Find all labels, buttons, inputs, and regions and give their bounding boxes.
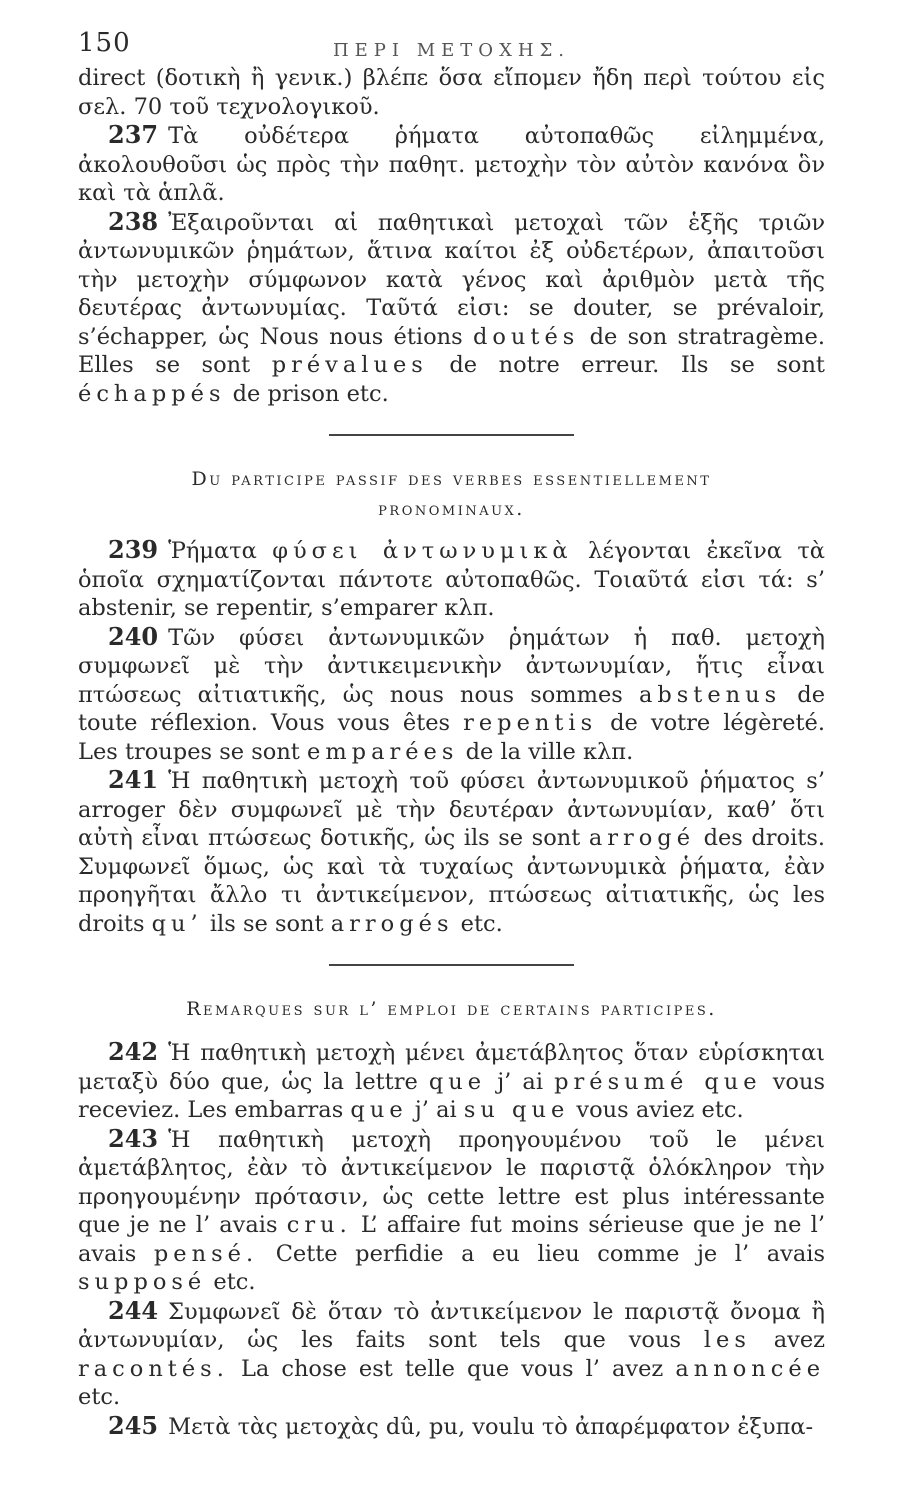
paragraph-242 [78, 1038, 825, 1125]
spaced-example: présumé que [554, 1068, 762, 1095]
paragraph-text: L’ affaire fut moins sérieuse que je ne l’ avais [78, 1212, 825, 1267]
page-header [78, 22, 825, 64]
paragraph-text: j’ ai [497, 1068, 544, 1095]
paragraph-239 [78, 536, 825, 623]
paragraph-number: 237 [108, 120, 159, 149]
paragraph-text: Ἡ παθητικὴ μετοχὴ προηγουμένου τοῦ le μένει ἀμετάβλητος, ἐὰν τὸ ἀντικείμενον le παριστᾷ ὁλόκληρον τὴν προηγουμένην πρότασιν, ὡς cette lettre est plus intéressante que je ne l’ avais [78, 1126, 825, 1238]
paragraph-text: de notre erreur. Ils se sont [449, 352, 825, 378]
paragraph-text: Ῥήματα [168, 538, 257, 564]
paragraph-text: de prison etc. [232, 380, 389, 407]
spaced-example: doutés [472, 323, 580, 350]
paragraph-text: Ἡ παθητικὴ μετοχὴ τοῦ φύσει ἀντωνυμικοῦ ῥήματος s’ arroger δὲν συμφωνεῖ μὲ τὴν δευτέραν ἀντωνυμίαν, καθ’ ὅτι αὐτὴ εἶναι πτώσεως δοτικῆς, ὡς ils se sont [78, 768, 825, 851]
paragraph-238 [78, 208, 825, 409]
spaced-example: su que [463, 1097, 570, 1123]
paragraph-text: Τῶν φύσει ἀντωνυμικῶν ῥημάτων ἡ παθ. μετοχὴ συμφωνεῖ μὲ τὴν ἀντικειμενικὴν ἀντωνυμίαν, ἥτις εἶναι πτώσεως αἰτιατικῆς, ὡς nous nous sommes [78, 624, 825, 708]
spaced-example: arrogés [330, 910, 454, 937]
paragraph-text: vous aviez etc. [576, 1097, 744, 1123]
spaced-example: que [428, 1068, 487, 1095]
spaced-example: échappés [78, 380, 226, 407]
intro-line-1: direct (δοτικὴ ἢ γενικ.) βλέπε ὅσα εἴπομεν ἤδη περὶ τούτου εἰς σελ. [78, 65, 825, 120]
paragraph-number: 242 [108, 1037, 159, 1066]
paragraph-number: 241 [108, 765, 159, 794]
paragraph-number: 238 [108, 206, 159, 236]
paragraph-text: Ἡ παθητικὴ μετοχὴ μένει ἀμετάβλητος ὅταν εὑρίσκηται μεταξὺ δύο que, ὡς la lettre [78, 1040, 825, 1095]
paragraph-241 [78, 766, 825, 938]
paragraph-text: Τὰ οὐδέτερα ῥήματα αὐτοπαθῶς εἰλημμένα, ἀκολουθοῦσι ὡς πρὸς τὴν παθητ. μετοχὴν τὸν αὐτὸν κανόνα ὃν καὶ τὰ ἁπλᾶ. [78, 123, 825, 206]
paragraph-text: de son stratragème. Elles se sont [78, 323, 825, 378]
spaced-term: φύσει ἀντωνυμικὰ [272, 538, 573, 564]
spaced-example: supposé [78, 1269, 207, 1295]
paragraph-number: 244 [108, 1295, 159, 1325]
paragraph-number: 243 [108, 1123, 159, 1153]
spaced-example: annoncée [675, 1355, 826, 1382]
spaced-example: pensé. [153, 1240, 259, 1267]
paragraph-text: Ἐξαιροῦνται αἱ παθητικαὶ μετοχαὶ τῶν ἑξῆς τριῶν ἀντωνυμικῶν ῥημάτων, ἅτινα καίτοι ἐξ οὐδετέρων, ἀπαιτοῦσι τὴν μετοχὴν σύμφωνον κατὰ γένος καὶ ἀριθμὸν μετὰ τῆς δευτέρας ἀντωνυμίας. Ταῦτά εἰσι: se douter, se prévaloir, s’échapper, ὡς Nous nous étions [78, 209, 825, 350]
paragraph-text: etc. [460, 910, 503, 937]
paragraph-244 [78, 1297, 825, 1412]
spaced-example: emparées [307, 738, 459, 765]
running-title: ΠΕΡΙ ΜΕΤΟΧΗΣ. [332, 40, 571, 61]
paragraph-text: de la ville κλπ. [465, 738, 634, 765]
spaced-example: prévalues [271, 352, 428, 378]
body-text [78, 64, 825, 1441]
paragraph-text: Cette perfidie a eu lieu comme je l’ avais [275, 1240, 826, 1267]
page-number: 150 [78, 28, 131, 58]
spaced-example: arrogé [588, 825, 696, 851]
spaced-example: que [350, 1097, 408, 1123]
paragraph-text: des droits. Συμφωνεῖ ὅμως, ὡς καὶ τὰ τυχαίως ἀντωνυμικὰ ῥήματα, ἐὰν προηγῆται ἄλλο τι ἀντικείμενον, πτώσεως αἰτιατικῆς, ὡς les droits [78, 825, 826, 937]
paragraph-text: vous receviez. Les embarras [78, 1068, 825, 1123]
paragraph-text: Συμφωνεῖ δὲ ὅταν τὸ ἀντικείμενον le παριστᾷ ὄνομα ἢ ἀντωνυμίαν, ὡς les faits sont tels que vous [78, 1298, 825, 1353]
paragraph-240 [78, 623, 825, 767]
paragraph-text: Μετὰ τὰς μετοχὰς dû, pu, voulu τὸ ἀπαρέμφατον ἐξυπα- [168, 1413, 814, 1440]
intro-paragraph [78, 64, 825, 121]
paragraph-text: de toute réflexion. Vous vous êtes [78, 681, 826, 736]
section-divider [329, 964, 574, 966]
spaced-example: les [703, 1327, 751, 1353]
paragraph-text: avez [773, 1327, 826, 1353]
paragraph-number: 239 [108, 535, 159, 564]
paragraph-number: 245 [108, 1410, 159, 1440]
intro-line-2: 70 τοῦ τεχνολογικοῦ. [133, 93, 380, 120]
spaced-example: qu’ [151, 910, 203, 937]
paragraph-237 [78, 121, 825, 208]
paragraph-text: La chose est telle que vous l’ avez [240, 1355, 664, 1382]
paragraph-text: λέγονται ἐκεῖνα τὰ ὁποῖα σχηματίζονται πάντοτε αὐτοπαθῶς. Τοιαῦτά εἰσι τά: s’ abstenir, se repentir, s’emparer κλπ. [78, 538, 825, 621]
paragraph-text: ils se sont [209, 910, 324, 937]
section-divider [329, 434, 574, 436]
spaced-example: repentis [463, 710, 598, 736]
paragraph-text: j’ ai [414, 1097, 457, 1123]
spaced-example: abstenus [638, 681, 782, 708]
paragraph-number: 240 [108, 621, 159, 651]
spaced-example: cru. [286, 1212, 352, 1238]
section-title-1-line-1: Du participe passif des verbes essentiellement [191, 468, 712, 490]
spaced-example: racontés. [78, 1355, 229, 1382]
paragraph-243 [78, 1125, 825, 1297]
section-title-1-line-2: pronominaux. [378, 498, 525, 520]
paragraph-text: etc. [213, 1269, 256, 1295]
paragraph-245 [78, 1412, 825, 1442]
paragraph-text: de votre légèreté. Les troupes se sont [78, 710, 826, 765]
paragraph-text: etc. [78, 1384, 121, 1410]
section-title-2: Remarques sur l’ emploi de certains participes. [186, 998, 717, 1020]
